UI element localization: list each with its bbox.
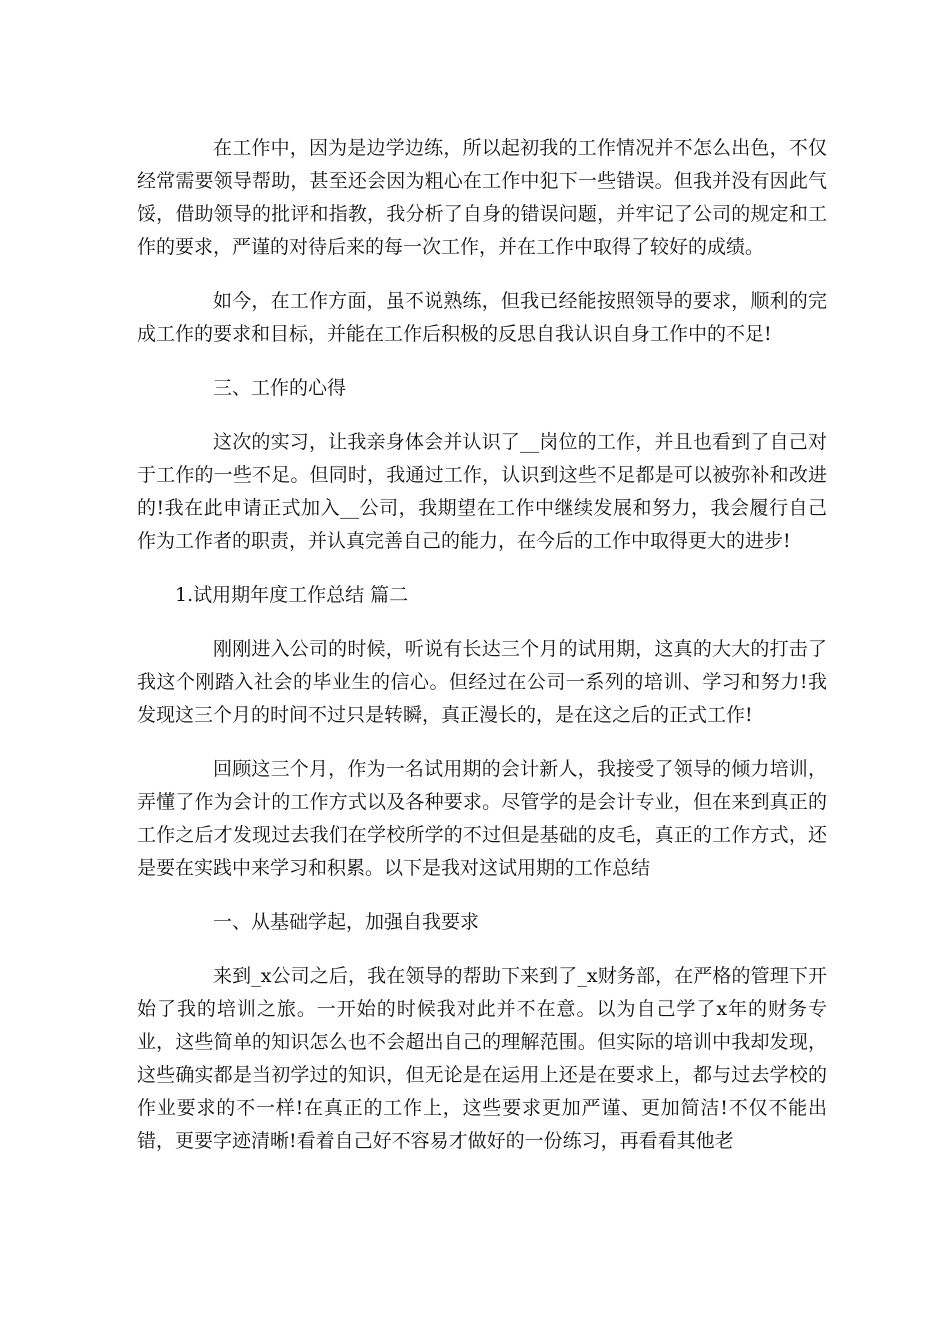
paragraph: 回顾这三个月，作为一名试用期的会计新人，我接受了领导的倾力培训，弄懂了作为会计的工作方式以及各种要求。尽管学的是会计专业，但在来到真正的工作之后才发现过去我们在学校所学的不过但是基础的皮毛，真正的工作方式，还是要在实践中来学习和积累。以下是我对这试用期的工作总结 (137, 758, 827, 879)
document-body (137, 132, 827, 1179)
section-heading: 一、从基础学起，加强自我要求 (213, 911, 480, 933)
paragraph: 刚刚进入公司的时候，听说有长达三个月的试用期，这真的大大的打击了我这个刚踏入社会的毕业生的信心。但经过在公司一系列的培训、学习和努力!我发现这三个月的时间不过只是转瞬，真正漫长的，是在这之后的正式工作! (137, 638, 827, 726)
article-title: 1.试用期年度工作总结 篇二 (175, 584, 409, 606)
paragraph: 这次的实习，让我亲身体会并认识了__岗位的工作，并且也看到了自己对于工作的一些不足。但同时，我通过工作，认识到这些不足都是可以被弥补和改进的!我在此申请正式加入__公司，我期望在工作中继续发展和努力，我会履行自己作为工作者的职责，并认真完善自己的能力，在今后的工作中取得更大的进步! (137, 431, 827, 552)
section-heading: 三、工作的心得 (213, 377, 347, 399)
paragraph: 来到_x公司之后，我在领导的帮助下来到了_x财务部，在严格的管理下开始了我的培训之旅。一开始的时候我对此并不在意。以为自己学了x年的财务专业，这些简单的知识怎么也不会超出自己的理解范围。但实际的培训中我却发现，这些确实都是当初学过的知识，但无论是在运用上还是在要求上，都与过去学校的作业要求的不一样!在真正的工作上，这些要求更加严谨、更加简洁!不仅不能出错，更要字迹清晰!看着自己好不容易才做好的一份练习，再看看其他老 (137, 965, 827, 1152)
paragraph: 如今，在工作方面，虽不说熟练，但我已经能按照领导的要求，顺利的完成工作的要求和目标，并能在工作后积极的反思自我认识自身工作中的不足! (137, 290, 827, 345)
paragraph: 在工作中，因为是边学边练，所以起初我的工作情况并不怎么出色，不仅经常需要领导帮助，甚至还会因为粗心在工作中犯下一些错误。但我并没有因此气馁，借助领导的批评和指教，我分析了自身的错误问题，并牢记了公司的规定和工作的要求，严谨的对待后来的每一次工作，并在工作中取得了较好的成绩。 (137, 137, 827, 258)
